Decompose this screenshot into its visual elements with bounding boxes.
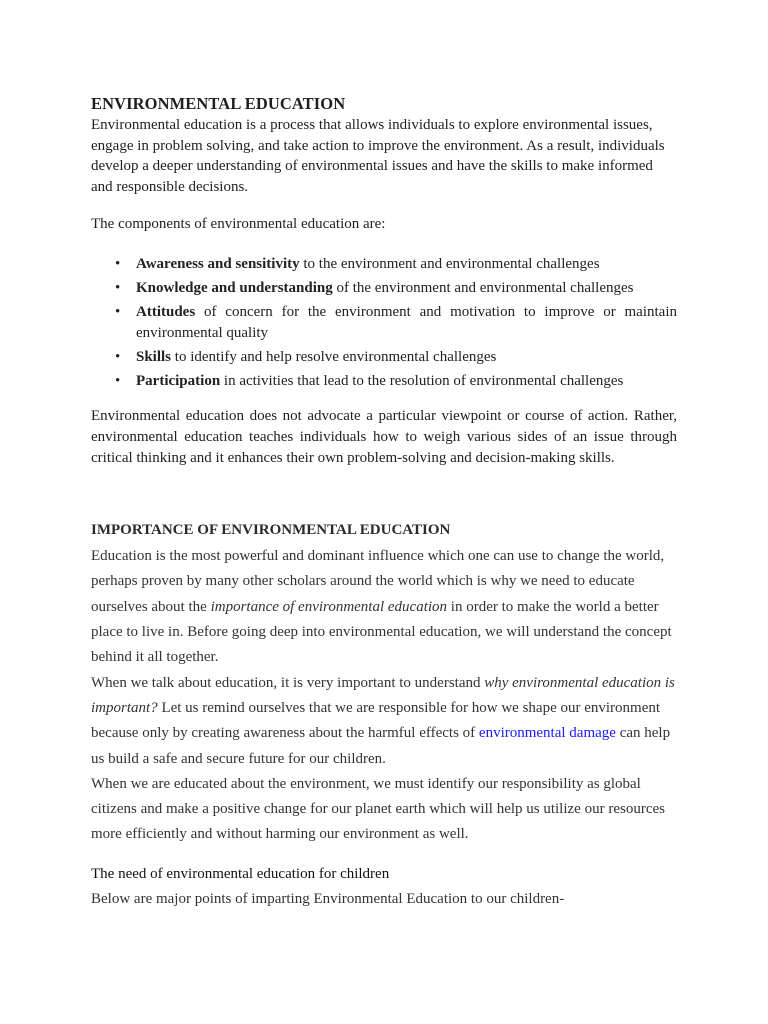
list-item-text: to the environment and environmental challenges bbox=[299, 255, 600, 272]
children-text: Below are major points of imparting Environmental Education to our children- bbox=[91, 890, 565, 907]
list-item bbox=[136, 347, 677, 368]
list-item-term: Awareness and sensitivity bbox=[136, 255, 300, 272]
paragraph-text: Education is the most powerful and dominant influence which one can use to change the world, perhaps proven by many other scholars around the world which is why we need to educate ourselves about the bbox=[91, 548, 665, 615]
document-content bbox=[91, 93, 677, 911]
paragraph-text: can help us build a safe and secure future for our children. bbox=[91, 725, 671, 767]
paragraph-text: in order to make the world a better place to live in. Before going deep into environmental education, we will understand the concept behind it all together. bbox=[91, 598, 672, 666]
list-item bbox=[136, 302, 677, 343]
children-heading: The need of environmental education for children bbox=[91, 865, 390, 882]
importance-paragraph-3: When we are educated about the environment, we must identify our responsibility as global citizens and make a positive change for our planet earth which will help us utilize our resources more efficiently and without harming our environment as well. bbox=[91, 775, 665, 843]
list-item-term: Participation bbox=[136, 372, 221, 389]
list-item-text: of concern for the environment and motivation to improve or maintain environmental quality bbox=[136, 304, 677, 341]
document-title: ENVIRONMENTAL EDUCATION bbox=[91, 94, 346, 113]
list-item-term: Skills bbox=[136, 348, 172, 365]
list-item-text: in activities that lead to the resolution of environmental challenges bbox=[220, 372, 624, 389]
emphasis-text: why environmental education is important? bbox=[91, 674, 675, 716]
intro-paragraph: Environmental education is a process that allows individuals to explore environmental issues, engage in problem solving, and take action to improve the environment. As a result, individuals develop a deeper understanding of environmental issues and have the skills to make informed and responsible decisions. bbox=[91, 117, 665, 195]
paragraph-text: When we talk about education, it is very important to understand bbox=[91, 674, 485, 691]
list-item-text: to identify and help resolve environmental challenges bbox=[171, 348, 497, 365]
importance-paragraph-1 bbox=[91, 544, 677, 670]
environmental-damage-link[interactable]: environmental damage bbox=[478, 725, 616, 742]
paragraph-text: Let us remind ourselves that we are responsible for how we shape our environment because only by creating awareness about the harmful effects of bbox=[91, 699, 661, 742]
list-item-text: of the environment and environmental challenges bbox=[332, 280, 634, 297]
components-lead: The components of environmental education are: bbox=[91, 216, 386, 233]
list-item-term: Knowledge and understanding bbox=[136, 280, 333, 297]
list-item bbox=[136, 371, 677, 392]
importance-paragraph-2 bbox=[91, 671, 677, 772]
closing-paragraph: Environmental education does not advocate a particular viewpoint or course of action. Rather, environmental education teaches individuals how to weigh various sides of an issue through critical thinking and it enhances their own problem-solving and decision-making skills. bbox=[91, 408, 677, 466]
list-item-term: Attitudes bbox=[136, 304, 196, 321]
importance-heading: IMPORTANCE OF ENVIRONMENTAL EDUCATION bbox=[91, 522, 451, 539]
components-list bbox=[91, 254, 677, 391]
list-item bbox=[136, 254, 677, 275]
list-item bbox=[136, 278, 677, 299]
emphasis-text: importance of environmental education bbox=[210, 598, 448, 615]
